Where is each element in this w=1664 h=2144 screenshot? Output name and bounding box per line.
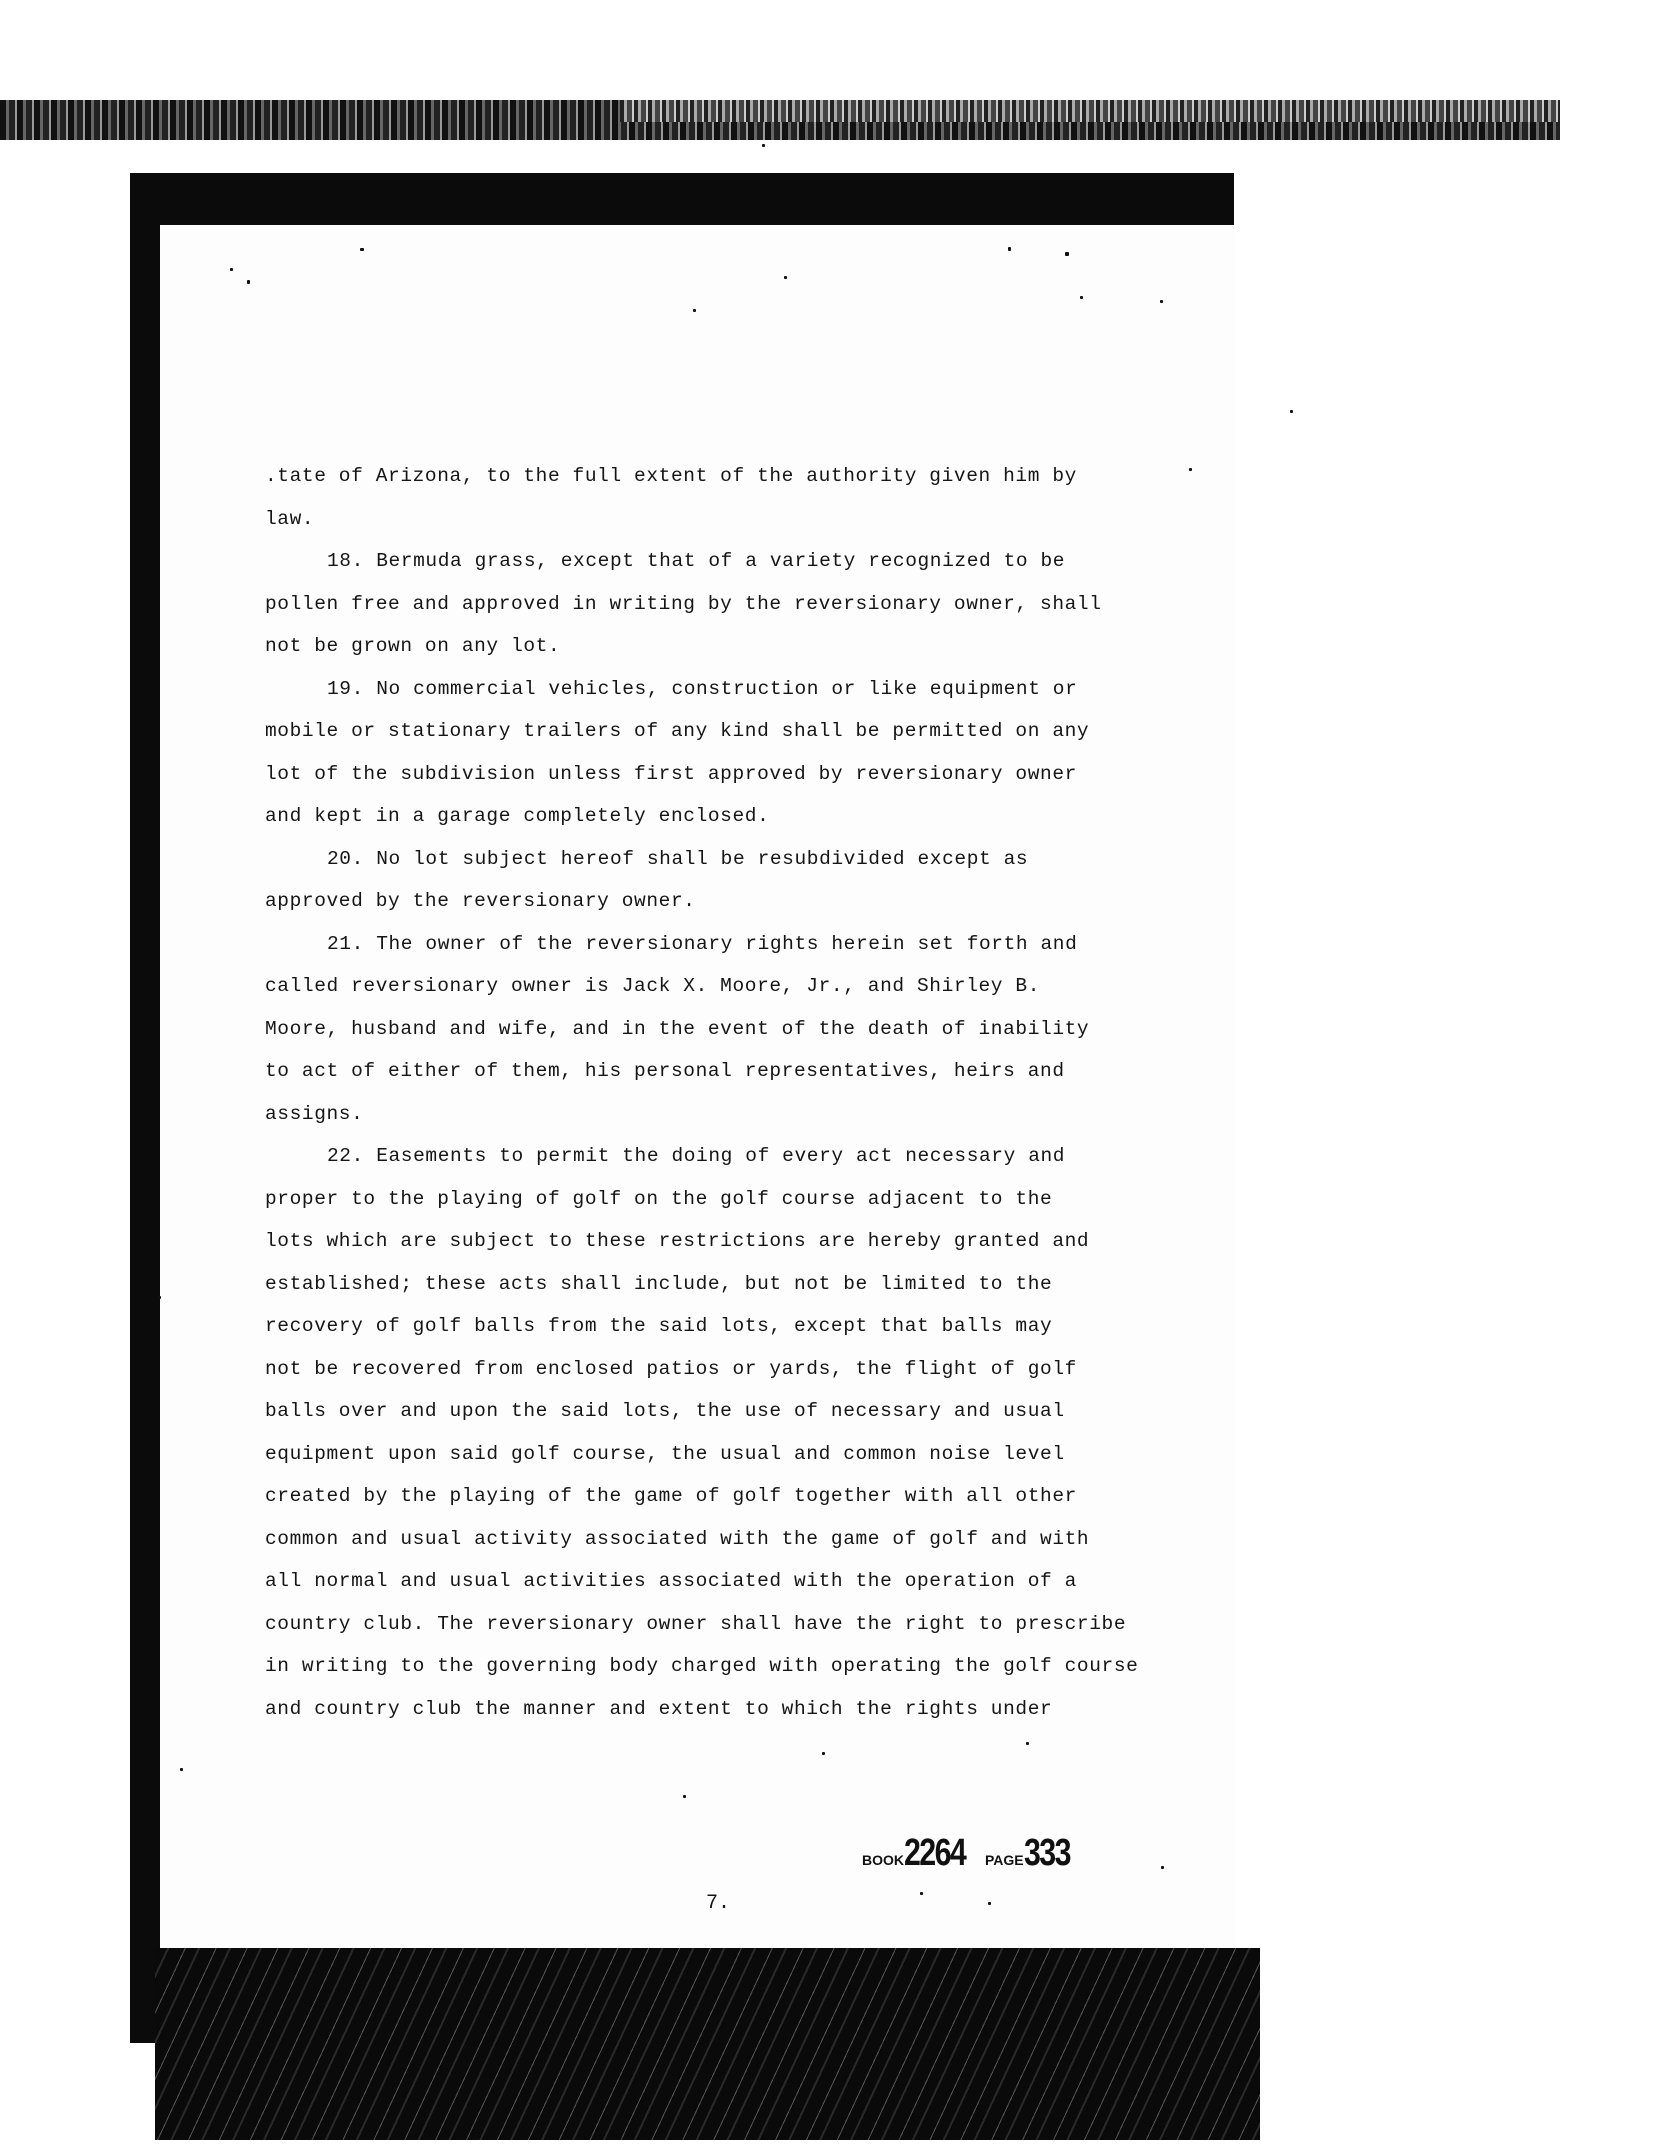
scan-speck xyxy=(1065,252,1069,256)
scan-frame-bottom-noise xyxy=(155,1948,1260,2140)
text-line: 18. Bermuda grass, except that of a variety recognized to be xyxy=(327,550,1066,572)
scan-speck xyxy=(1026,1742,1029,1745)
text-line: mobile or stationary trailers of any kind shall be permitted on any xyxy=(265,720,1090,742)
scan-speck xyxy=(683,1795,686,1798)
text-line: law. xyxy=(265,507,315,530)
scan-speck xyxy=(1290,410,1293,413)
book-page-stamp xyxy=(862,1832,1081,1875)
text-line: all normal and usual activities associated with the operation of a xyxy=(265,1570,1077,1592)
scan-speck xyxy=(693,309,696,312)
text-line: .tate of Arizona, to the full extent of the authority given him by xyxy=(265,465,1077,487)
text-line: assigns. xyxy=(265,1102,364,1125)
scan-artifact-top-bar xyxy=(0,100,1560,140)
text-line: and country club the manner and extent to which the rights under xyxy=(265,1697,1053,1720)
page-label: PAGE xyxy=(985,1852,1024,1868)
text-line: created by the playing of the game of golf together with all other xyxy=(265,1485,1077,1507)
page-reference: 333 xyxy=(1023,1832,1070,1874)
text-line: 22. Easements to permit the doing of every act necessary and xyxy=(327,1145,1066,1167)
scan-speck xyxy=(180,1768,183,1771)
text-line: balls over and upon the said lots, the use of necessary and usual xyxy=(265,1400,1065,1422)
text-line: lot of the subdivision unless first approved by reversionary owner xyxy=(265,762,1077,785)
scan-speck xyxy=(920,1892,923,1895)
text-line: approved by the reversionary owner. xyxy=(265,890,696,912)
scan-speck xyxy=(230,268,233,271)
text-line: recovery of golf balls from the said lots, except that balls may xyxy=(265,1315,1053,1337)
text-line: Moore, husband and wife, and in the event of the death of inability xyxy=(265,1017,1090,1040)
book-label: BOOK xyxy=(862,1852,904,1868)
text-line: common and usual activity associated with the game of golf and with xyxy=(265,1527,1090,1550)
scan-speck xyxy=(1080,296,1083,299)
scan-speck xyxy=(822,1752,825,1755)
text-line: not be recovered from enclosed patios or yards, the flight of golf xyxy=(265,1357,1077,1380)
text-line: 19. No commercial vehicles, construction or like equipment or xyxy=(327,677,1078,700)
document-body xyxy=(265,455,1195,1730)
text-line: lots which are subject to these restrictions are hereby granted and xyxy=(265,1230,1090,1252)
page-number: 7. xyxy=(706,1892,731,1915)
text-line: in writing to the governing body charged with operating the golf course xyxy=(265,1655,1139,1677)
text-line: and kept in a garage completely enclosed. xyxy=(265,805,770,827)
scan-speck xyxy=(247,280,250,284)
text-line: called reversionary owner is Jack X. Moore, Jr., and Shirley B. xyxy=(265,975,1041,997)
text-line: country club. The reversionary owner shall have the right to prescribe xyxy=(265,1612,1127,1635)
scan-speck xyxy=(1008,247,1011,251)
text-line: 21. The owner of the reversionary rights herein set forth and xyxy=(327,932,1078,955)
scan-speck xyxy=(762,144,765,147)
text-line: proper to the playing of golf on the golf course adjacent to the xyxy=(265,1187,1053,1210)
scan-speck xyxy=(1161,1866,1164,1869)
scan-speck xyxy=(1160,300,1163,303)
scan-speck xyxy=(784,276,787,279)
text-line: 20. No lot subject hereof shall be resubdivided except as xyxy=(327,847,1029,870)
text-line: equipment upon said golf course, the usual and common noise level xyxy=(265,1442,1065,1465)
text-line: not be grown on any lot. xyxy=(265,635,561,657)
scan-speck xyxy=(158,1296,161,1299)
text-line: established; these acts shall include, but not be limited to the xyxy=(265,1272,1053,1295)
scan-speck xyxy=(360,248,364,251)
text-line: pollen free and approved in writing by the reversionary owner, shall xyxy=(265,592,1102,615)
scan-speck xyxy=(988,1902,991,1905)
book-number: 2264 xyxy=(904,1832,966,1874)
text-line: to act of either of them, his personal representatives, heirs and xyxy=(265,1060,1065,1082)
